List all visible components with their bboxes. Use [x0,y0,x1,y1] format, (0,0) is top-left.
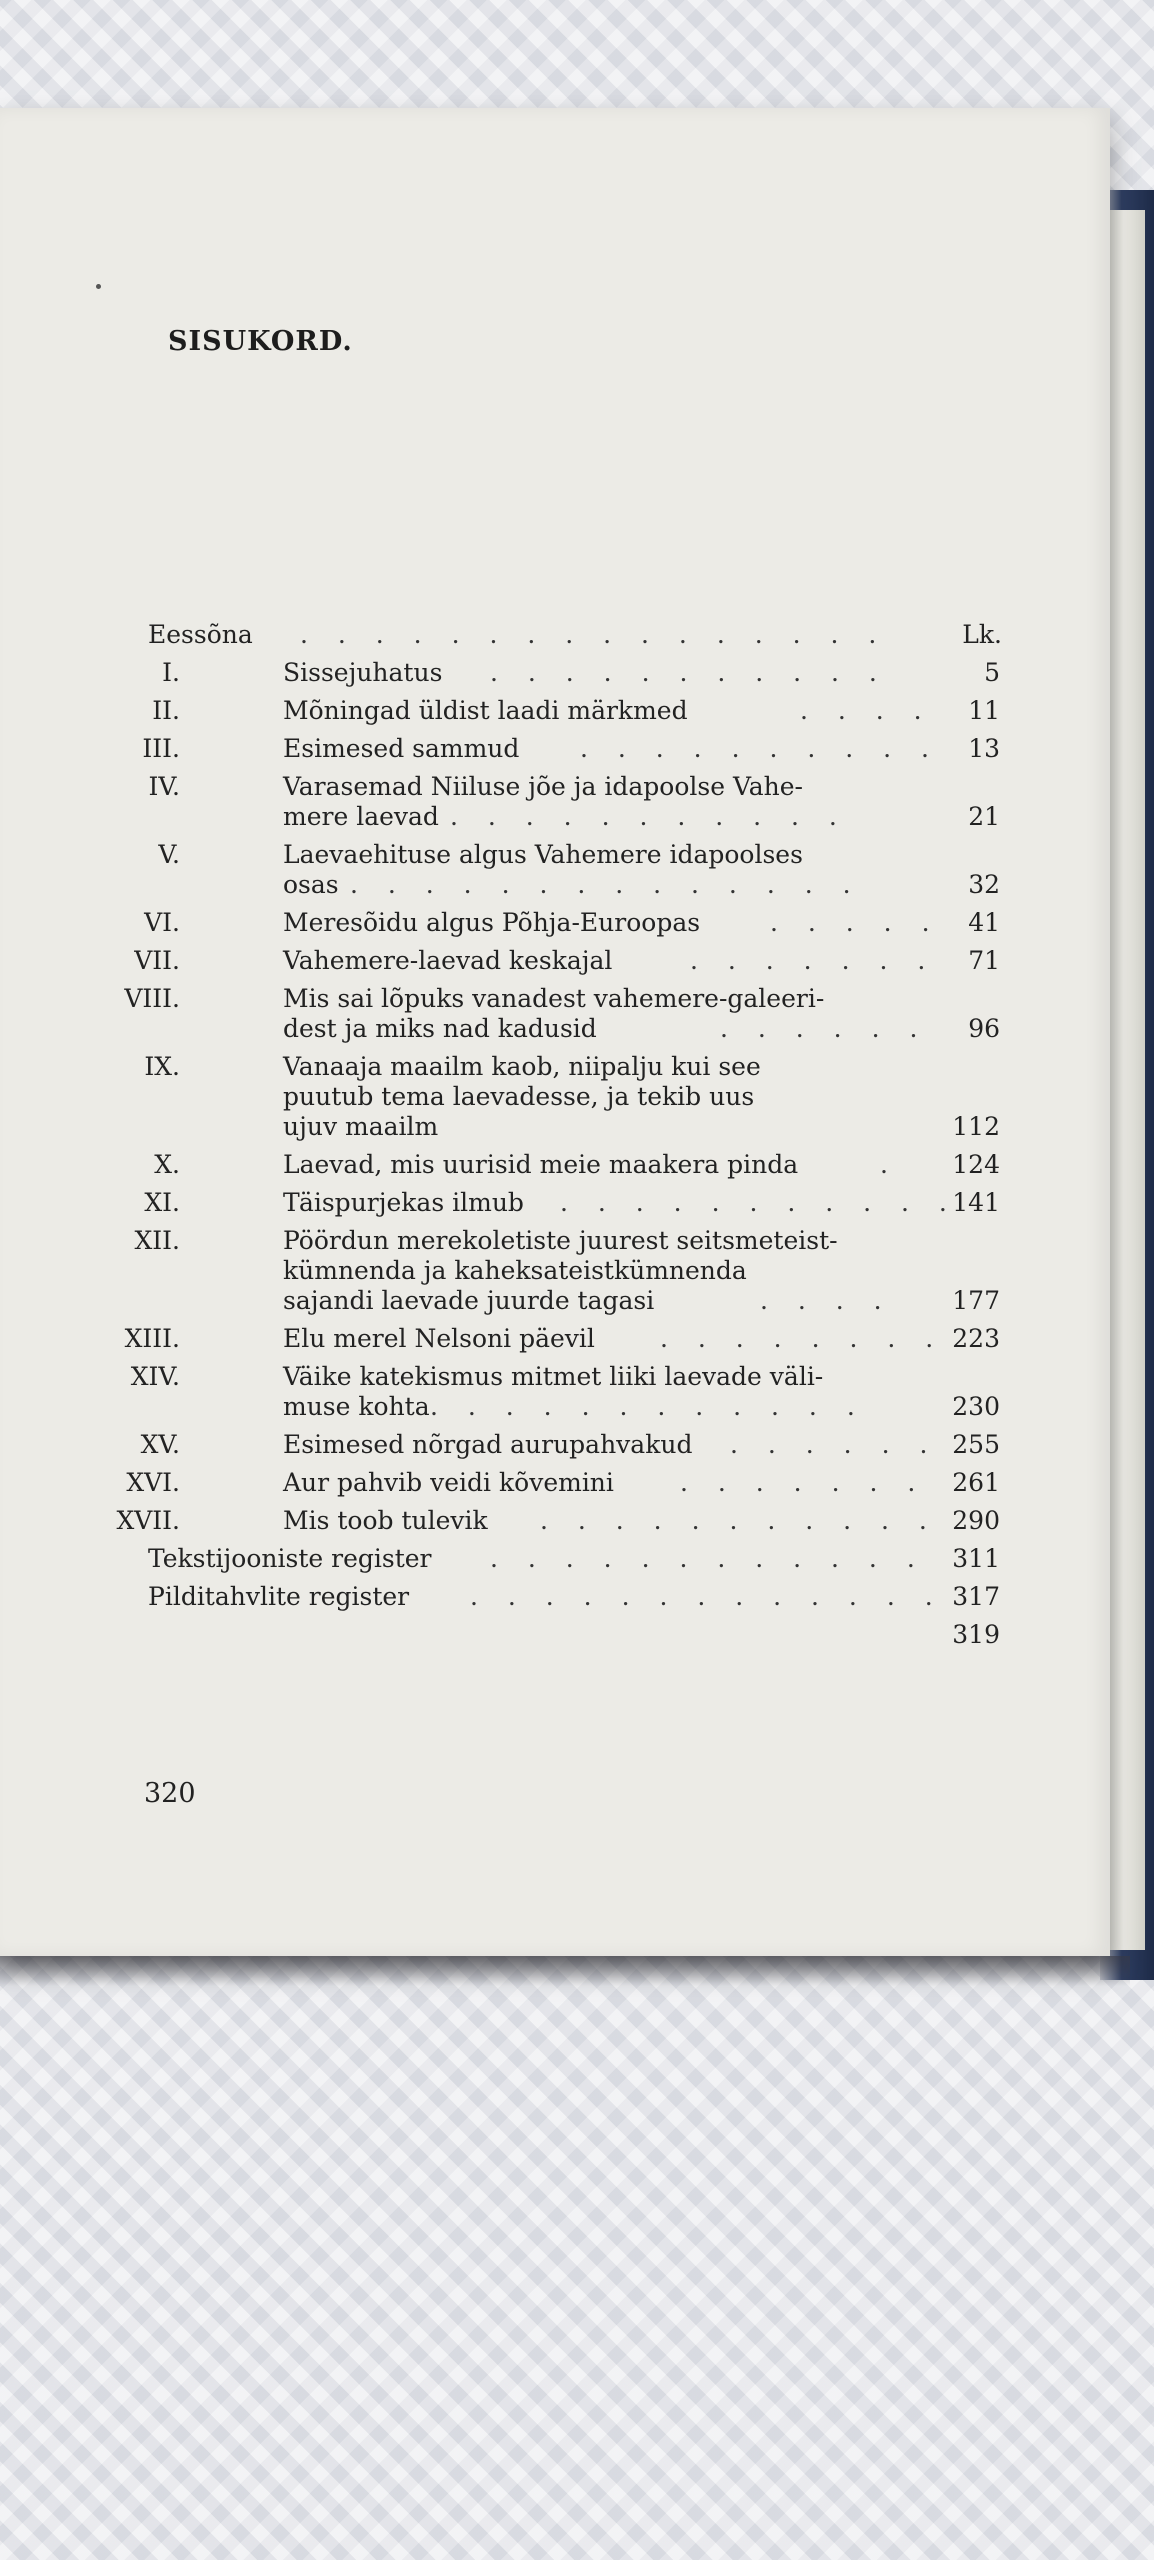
toc-title: Tekstijooniste register [148,1544,432,1573]
chapter-number: XII. [134,1226,180,1255]
toc-page: 32 [968,870,1000,899]
page-shadow [0,1956,1130,1986]
toc-title: Pöördun merekoletiste juurest seitsmeteist- [283,1226,838,1255]
toc-page: 71 [968,946,1000,975]
toc-page: 96 [968,1014,1000,1043]
chapter-number: III. [142,734,180,763]
toc-page: 124 [952,1150,1000,1179]
toc-title-line2: kümnenda ja kaheksateistkümnenda [283,1256,747,1285]
page-folio: 320 [144,1778,196,1809]
toc-page: 230 [952,1392,1000,1421]
toc-title: Sissejuhatus [283,658,443,687]
chapter-number: XI. [144,1188,180,1217]
chapter-number: XIV. [130,1362,180,1391]
toc-page: 13 [968,734,1000,763]
toc-title-line2: dest ja miks nad kadusid [283,1014,597,1043]
toc-page: 177 [952,1286,1000,1315]
page-column-header: Lk. [962,620,1002,649]
toc-title: Mis toob tulevik [283,1506,488,1535]
toc-page: 21 [968,802,1000,831]
toc-page: 5 [984,658,1000,687]
chapter-number: VIII. [124,984,180,1013]
chapter-number: XVI. [126,1468,180,1497]
toc-page: 41 [968,908,1000,937]
toc-title-line2: mere laevad [283,802,439,831]
toc-title: Eessõna [148,620,253,649]
toc-page: 290 [952,1506,1000,1535]
chapter-number: II. [152,696,180,725]
toc-title: Esimesed sammud [283,734,520,763]
chapter-number: XVII. [116,1506,180,1535]
toc-title-line2: muse kohta [283,1392,430,1421]
toc-title: Vahemere-laevad keskajal [283,946,613,975]
chapter-number: VI. [144,908,180,937]
page-block-edge [1108,210,1145,1950]
book-page [0,108,1110,1956]
toc-title: Meresõidu algus Põhja-Euroopas [283,908,701,937]
toc-title: Laevad, mis uurisid meie maakera pinda [283,1150,799,1179]
chapter-number: XIII. [124,1324,180,1353]
toc-page: 11 [968,696,1000,725]
toc-title-line3: sajandi laevade juurde tagasi [283,1286,655,1315]
toc-page: 261 [952,1468,1000,1497]
toc-page: 319 [952,1620,1000,1649]
toc-title: Mõningad üldist laadi märkmed [283,696,688,725]
toc-title-line3: ujuv maailm [283,1112,439,1141]
toc-page: 311 [952,1544,1000,1573]
chapter-number: IX. [144,1052,180,1081]
table-of-contents: Eessõna . . . . . . . . . . . . . . . . Lk. I. Sissejuhatus . . . . . . . . . . . 5 II. Mõningad üldist laadi märkmed . . . . 11 III. Esimesed sammud . . . . . . . . . . 13 IV. Varasemad Niiluse jõe ja idapoolse Vahe- mere laevad . . . . . . . . . . . 21 V. Laevaehituse algus Vahemere idapoolses osas . . . . . . . . . . . . . . 32 VI. Meresõidu algus Põhja-Euroopas . . . . . 41 VII. Vahemere-laevad keskajal . . . . . . . 71 VIII. Mis sai lõpuks vanadest vahemere-galeeri- dest ja miks nad kadusid . . . . . . 96 IX. Vanaaja maailm kaob, niipalju kui see puutub tema laevadesse, ja tekib uus ujuv maailm 112 X. Laevad, mis uurisid meie maakera pinda . 124 XI. Täispurjekas ilmub . . . . . . . . . . . 141 XII. Pöördun merekoletiste juurest seitsmeteist- kümnenda ja kaheksateistkümnenda sajandi laevade juurde tagasi . . . . 177 XIII. Elu merel Nelsoni päevil . . . . . . . . 223 XIV. Väike katekismus mitmet liiki laevade väli- muse kohta . . . . . . . . . . . . 230 XV. Esimesed nõrgad aurupahvakud . . . . . . 255 XVI. Aur pahvib veidi kõvemini . . . . . . . 261 XVII. Mis toob tulevik . . . . . . . . . . . 290 Tekstijooniste register . . . . . . . . . . . . 311 Pilditahvlite register . . . . . . . . . . . . . 317 319 [0,108,1110,1956]
chapter-number: X. [154,1150,180,1179]
toc-page: 141 [952,1188,1000,1217]
toc-title: Pilditahvlite register [148,1582,410,1611]
toc-title: Täispurjekas ilmub [283,1188,524,1217]
toc-page: 112 [952,1112,1000,1141]
toc-title: Elu merel Nelsoni päevil [283,1324,595,1353]
toc-title: Mis sai lõpuks vanadest vahemere-galeeri- [283,984,825,1013]
toc-title: Väike katekismus mitmet liiki laevade väli- [283,1362,824,1391]
toc-title: Laevaehituse algus Vahemere idapoolses [283,840,803,869]
page-title: SISUKORD. [168,326,353,357]
chapter-number: IV. [148,772,180,801]
toc-page: 255 [952,1430,1000,1459]
toc-title: Varasemad Niiluse jõe ja idapoolse Vahe- [283,772,803,801]
chapter-number: V. [158,840,180,869]
chapter-number: XV. [140,1430,180,1459]
chapter-number: VII. [134,946,180,975]
toc-title-line2: puutub tema laevadesse, ja tekib uus [283,1082,755,1111]
toc-title: Esimesed nõrgad aurupahvakud [283,1430,693,1459]
chapter-number: I. [162,658,180,687]
toc-title-line2: osas [283,870,339,899]
toc-page: 223 [952,1324,1000,1353]
toc-title: Aur pahvib veidi kõvemini [283,1468,614,1497]
toc-page: 317 [952,1582,1000,1611]
toc-title: Vanaaja maailm kaob, niipalju kui see [283,1052,761,1081]
